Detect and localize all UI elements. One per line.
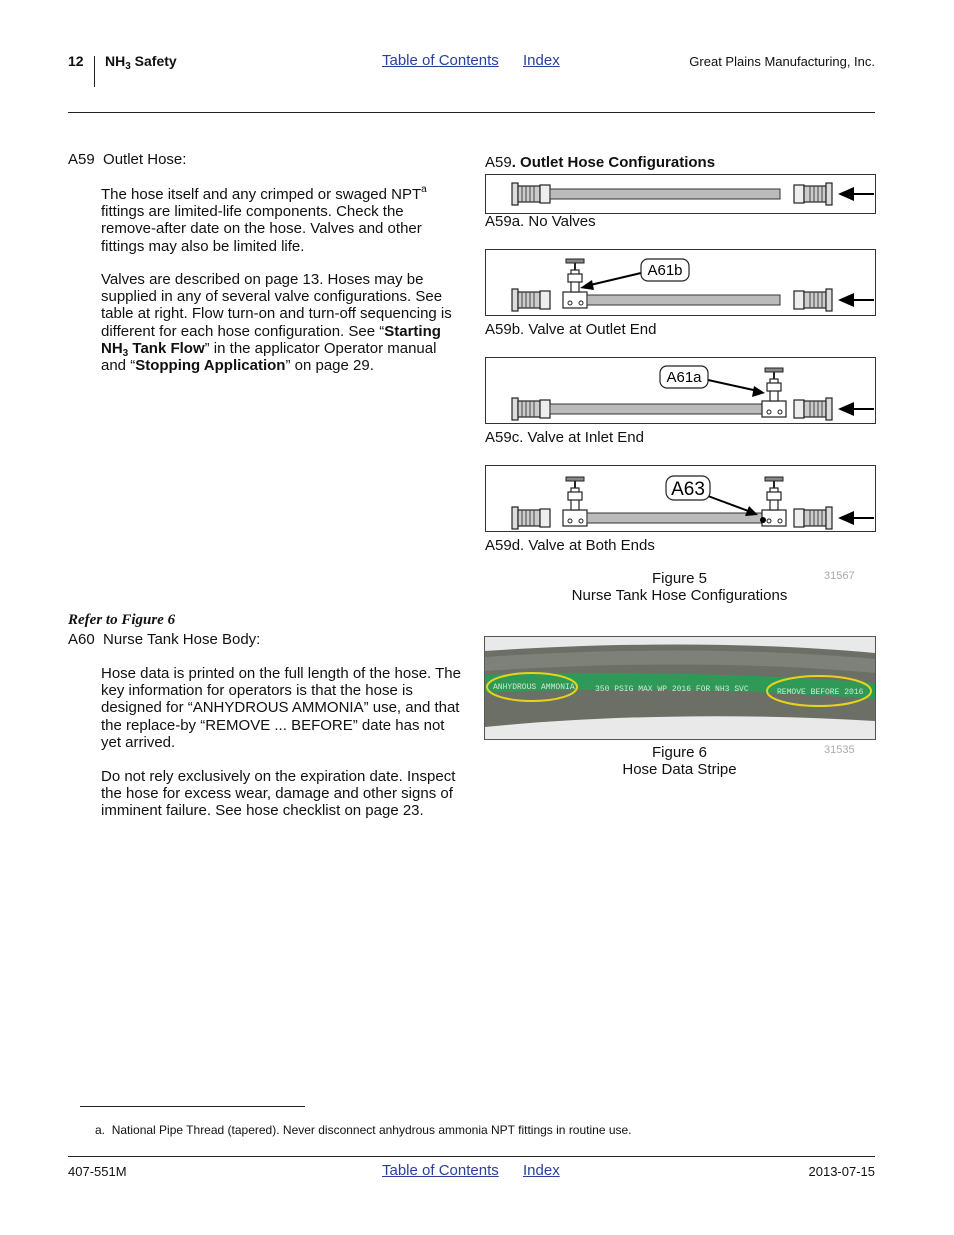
header-rule: [68, 112, 875, 113]
doc-number: 407-551M: [68, 1164, 127, 1179]
figure5-caption-title: Nurse Tank Hose Configurations: [571, 587, 788, 604]
header-index-link[interactable]: Index: [523, 52, 560, 69]
figure5-title: A59. Outlet Hose Configurations: [485, 154, 716, 171]
footer-rule: [68, 1156, 875, 1157]
callout-a61a: A61a: [666, 369, 702, 386]
figure5-caption-b: A59b. Valve at Outlet End: [485, 321, 657, 338]
figure5-caption-a: A59a. No Valves: [485, 213, 596, 230]
callout-a61b: A61b: [647, 262, 683, 279]
hose-photo-drawing: [485, 637, 875, 739]
figure6-caption-title: Hose Data Stripe: [622, 761, 737, 778]
figure5-caption-c: A59c. Valve at Inlet End: [485, 429, 644, 446]
stripe-text-mid: 350 PSIG MAX WP 2016 FOR NH3 SVC: [595, 685, 749, 694]
section-title: $NH_3$ Safety: [105, 53, 177, 72]
header-toc-link[interactable]: Table of Contents: [382, 52, 499, 69]
footnote-mark: a: [421, 184, 427, 195]
figure5-panel-outlet-valve: [485, 249, 876, 316]
hose-diagram-both-valves: [486, 466, 875, 531]
figure5-label: Figure 5: [651, 570, 708, 587]
refer-to-figure: Refer to Figure 6: [68, 612, 176, 628]
figure5-number: 31567: [824, 570, 855, 582]
figure5-panel-inlet-valve: [485, 357, 876, 424]
footer-index-link[interactable]: Index: [523, 1162, 560, 1179]
figure6-photo: [484, 636, 876, 740]
doc-date: 2013-07-15: [808, 1164, 875, 1179]
a60-paragraph-2: Do not rely exclusively on the expiration date. Inspect the hose for excess wear, damage and other signs of imminent failure. See hose checklist on page 23.: [101, 768, 456, 820]
footnote-rule: [80, 1106, 305, 1107]
figure6-number: 31535: [824, 744, 855, 756]
a60-heading: A60 Nurse Tank Hose Body:: [68, 631, 261, 648]
page-number: 12: [68, 53, 84, 69]
a60-paragraph-1: Hose data is printed on the full length of the hose. The key information for operators is that the hose is designed for “ANHYDROUS AMMONIA” use, and that the replace-by “REMOVE ... BEFORE” date has not yet arrived.: [101, 665, 461, 751]
a59-heading: A59 Outlet Hose:: [68, 151, 187, 168]
header-divider: [94, 56, 95, 87]
figure5-panel-no-valves: [485, 174, 876, 214]
hose-diagram-inlet-valve: [486, 358, 875, 423]
a59-paragraph-1: The hose itself and any crimped or swaged NPT$^a$ fittings are limited-life components. Check the remove-after date on the hose. Valves and other fittings may also be limited life.: [101, 184, 427, 255]
hose-diagram-no-valves: [486, 175, 875, 213]
figure5-caption-d: A59d. Valve at Both Ends: [485, 537, 655, 554]
stripe-text-left: ANHYDROUS AMMONIA: [493, 683, 575, 692]
hose-diagram-outlet-valve: [486, 250, 875, 315]
callout-a63: A63: [671, 479, 705, 500]
company-name: Great Plains Manufacturing, Inc.: [689, 54, 875, 69]
a59-paragraph-2: Valves are described on page 13. Hoses may be supplied in any of several valve configurations. See table at right. Flow turn-on and turn-off sequencing is different for each hose configuration. See “Starting $NH_3$ Tank Flow” in the applicator Operator manual and “Stopping Application” on page 29.: [101, 271, 452, 375]
footer-toc-link[interactable]: Table of Contents: [382, 1162, 499, 1179]
figure6-label: Figure 6: [651, 744, 708, 761]
figure5-panel-both-valves: [485, 465, 876, 532]
stripe-text-right: REMOVE BEFORE 2016: [777, 688, 864, 697]
footnote: a. National Pipe Thread (tapered). Never disconnect anhydrous ammonia NPT fittings in routine use.: [95, 1123, 632, 1137]
